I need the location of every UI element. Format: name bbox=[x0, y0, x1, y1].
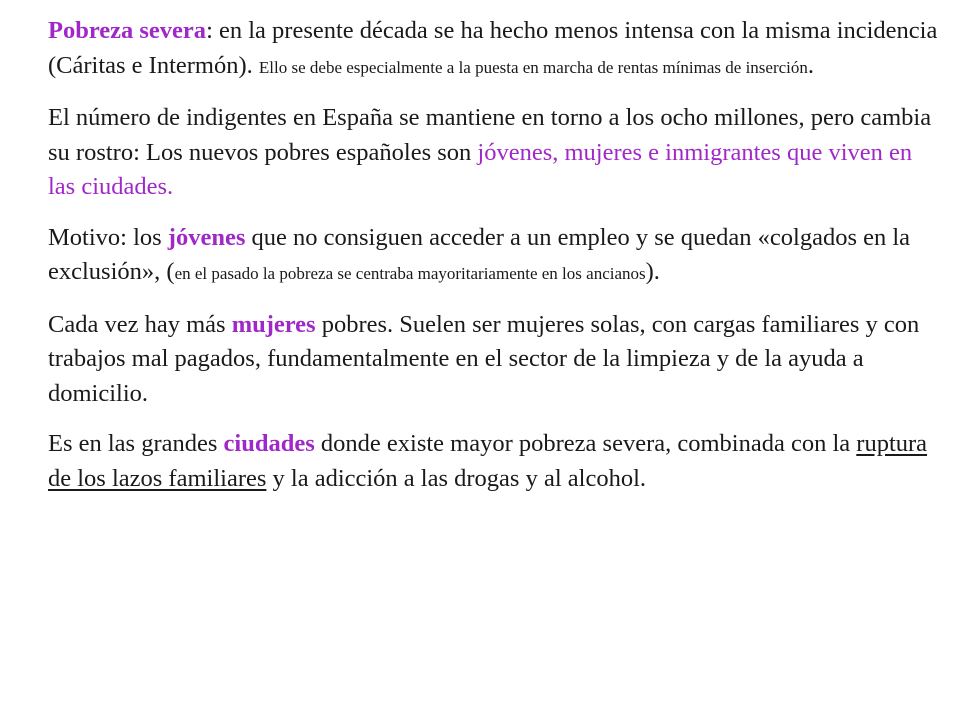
paragraph-ciudades bbox=[48, 427, 938, 496]
paragraph-1-end: . bbox=[807, 51, 815, 79]
paragraph-4-text-1: Cada vez hay más bbox=[48, 310, 232, 338]
paragraph-3-text-1: Motivo: los bbox=[48, 223, 168, 251]
paragraph-1-text: : en la presente década se ha hecho menos intensa con la misma incidencia (Cáritas e Intermón). bbox=[48, 17, 938, 79]
paragraph-2-text: El número de indigentes en España se mantiene en torno a los ocho millones, pero cambia su rostro: Los nuevos pobres españoles son bbox=[48, 104, 932, 166]
paragraph-5-text-1: Es en las grandes bbox=[48, 430, 224, 457]
paragraph-4-text-2: pobres. Suelen ser mujeres solas, con cargas familiares y con trabajos mal pagados, fundamentalmente en el sector de la limpieza y de la ayuda a domicilio. bbox=[48, 310, 920, 407]
underlined-phrase: ruptura de los lazos familiares bbox=[48, 430, 928, 492]
term-mujeres: mujeres bbox=[231, 310, 316, 338]
paragraph-3-small-text: en el pasado la pobreza se centraba mayoritariamente en los ancianos bbox=[174, 264, 646, 283]
paragraph-mujeres bbox=[48, 308, 938, 412]
paragraph-1-small-text: Ello se debe especialmente a la puesta en marcha de rentas mínimas de inserción bbox=[258, 57, 808, 77]
paragraph-5-text-2: donde existe mayor pobreza severa, combinada con la bbox=[314, 430, 857, 457]
paragraph-jovenes bbox=[48, 221, 938, 292]
paragraph-3-text-2: que no consiguen acceder a un empleo y se quedan «colgados en la exclusión», ( bbox=[48, 223, 911, 285]
paragraph-2-highlight: jóvenes, mujeres e inmigrantes que viven en las ciudades. bbox=[48, 138, 913, 200]
term-pobreza-severa: Pobreza severa bbox=[48, 17, 207, 44]
term-jovenes: jóvenes bbox=[167, 223, 246, 251]
paragraph-indigentes bbox=[48, 101, 938, 205]
slide-body bbox=[48, 14, 938, 512]
term-ciudades: ciudades bbox=[223, 430, 315, 457]
paragraph-3-end: ). bbox=[645, 258, 660, 285]
paragraph-5-text-3: y la adicción a las drogas y al alcohol. bbox=[266, 464, 647, 492]
paragraph-pobreza-severa bbox=[48, 14, 938, 85]
